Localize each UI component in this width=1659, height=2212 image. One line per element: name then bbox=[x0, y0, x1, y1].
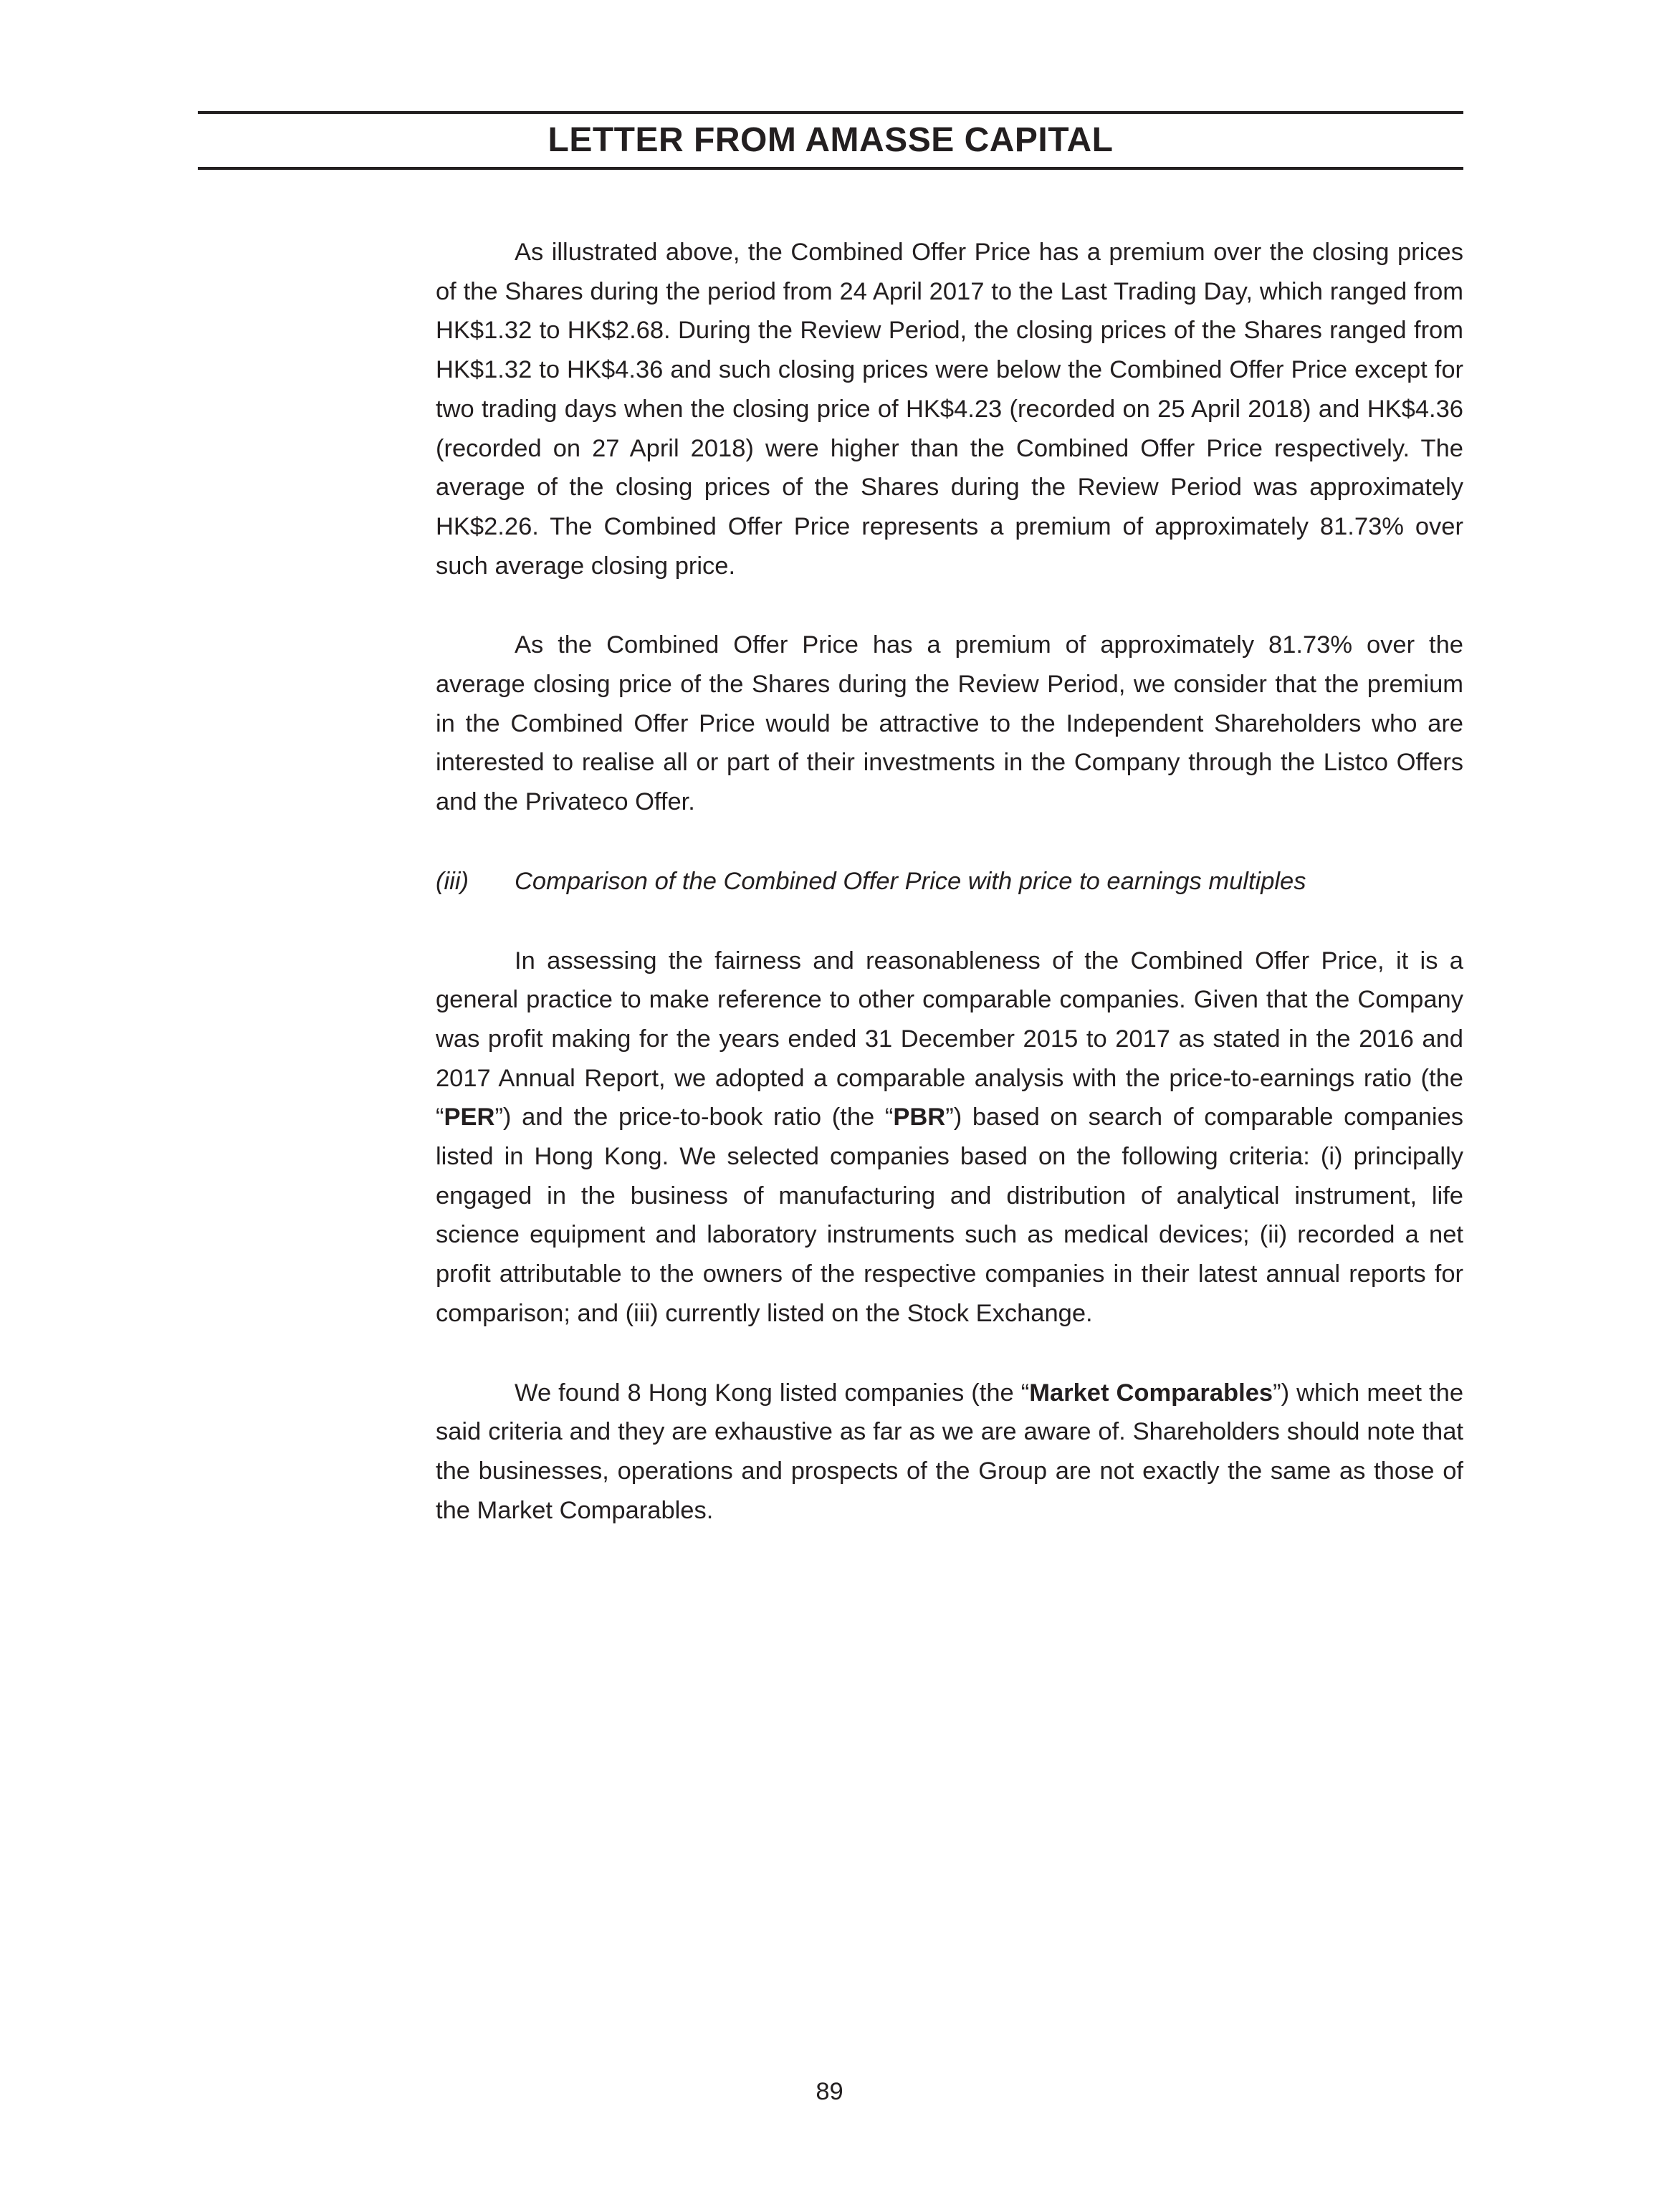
letter-body bbox=[436, 233, 1463, 1570]
page-header-title: LETTER FROM AMASSE CAPITAL bbox=[548, 121, 1114, 159]
paragraph-text-part: ”) and the price-to-book ratio (the “ bbox=[494, 1103, 894, 1131]
paragraph-text-part: In assessing the fairness and reasonableness of the Combined Offer Price, it is a general practice to make reference to other comparable companies. Given that the Company was profit making for the years ended 31 December 2015 to 2017 as stated in the 2016 and 2017 Annual Report, we adopted a comparable analysis with the price-to-earnings ratio (the “ bbox=[436, 947, 1463, 1131]
paragraph-text-part: ”) which meet the said criteria and they are exhaustive as far as we are aware of. Shareholders should note that the businesses, operations and prospects of the Group are not exactly the same as those of the Market Comparables. bbox=[436, 1379, 1464, 1524]
paragraph-comparable-analysis bbox=[436, 942, 1463, 1334]
page-number: 89 bbox=[816, 2078, 843, 2105]
paragraph-market-comparables bbox=[436, 1374, 1463, 1531]
term-market-comparables: Market Comparables bbox=[1029, 1379, 1273, 1407]
paragraph-closing-prices: As illustrated above, the Combined Offer Price has a premium over the closing prices of the Shares during the period from 24 April 2017 to the Last Trading Day, which ranged from HK$1.32 to HK$2.68. During the Review Period, the closing prices of the Shares ranged from HK$1.32 to HK$4.36 and such closing prices were below the Combined Offer Price except for two trading days when the closing price of HK$4.23 (recorded on 25 April 2018) and HK$4.36 (recorded on 27 April 2018) were higher than the Combined Offer Price respectively. The average of the closing prices of the Shares during the Review Period was approximately HK$2.26. The Combined Offer Price represents a premium of approximately 81.73% over such average closing price. bbox=[436, 239, 1463, 580]
paragraph-text-part: We found 8 Hong Kong listed companies (the “ bbox=[515, 1379, 1030, 1407]
subheading-number: (iii) bbox=[436, 867, 469, 895]
paragraph-premium-attractive: As the Combined Offer Price has a premium of approximately 81.73% over the average closing price of the Shares during the Review Period, we consider that the premium in the Combined Offer Price would be attractive to the Independent Shareholders who are interested to realise all or part of their investments in the Company through the Listco Offers and the Privateco Offer. bbox=[436, 631, 1463, 816]
subheading-text: Comparison of the Combined Offer Price with price to earnings multiples bbox=[515, 867, 1306, 895]
header-rule-bottom bbox=[198, 167, 1463, 170]
term-per: PER bbox=[444, 1103, 495, 1131]
paragraph-text-part: ”) based on search of comparable companies listed in Hong Kong. We selected companies based on the following criteria: (i) principally engaged in the business of manufacturing and distribution of analytical instrument, life science equipment and laboratory instruments such as medical devices; (ii) recorded a net profit attributable to the owners of the respective companies in their latest annual reports for comparison; and (iii) currently listed on the Stock Exchange. bbox=[436, 1103, 1464, 1327]
header-rule-top bbox=[198, 111, 1463, 114]
term-pbr: PBR bbox=[893, 1103, 946, 1131]
section-subheading bbox=[436, 862, 1463, 901]
